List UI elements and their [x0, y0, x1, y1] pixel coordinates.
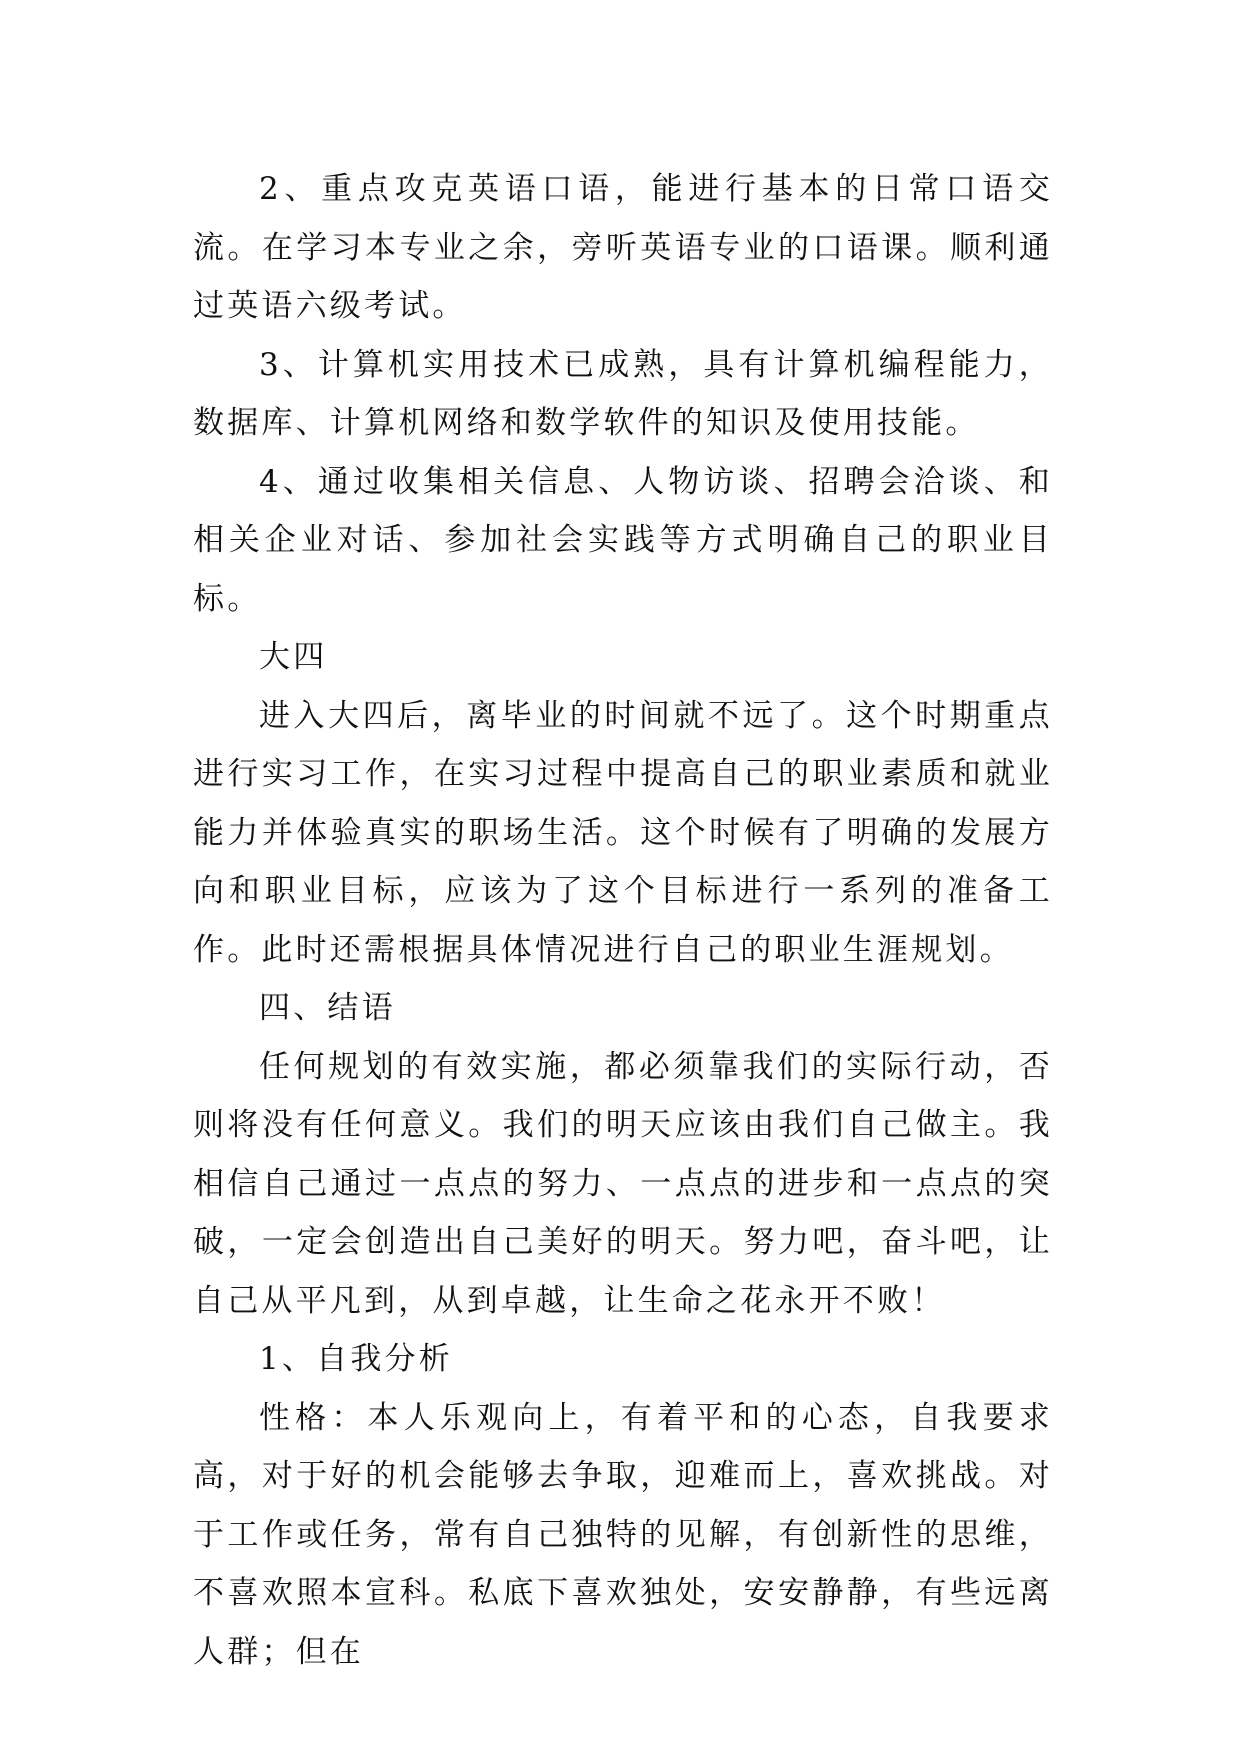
paragraph-career-goal: 4、通过收集相关信息、人物访谈、招聘会洽谈、和相关企业对话、参加社会实践等方式明确自己的职业目标。 [193, 463, 1053, 617]
paragraph-senior-year: 进入大四后，离毕业的时间就不远了。这个时期重点进行实习工作，在实习过程中提高自己的职业素质和就业能力并体验真实的职场生活。这个时候有了明确的发展方向和职业目标，应该为了这个目标进行一系列的准备工作。此时还需根据具体情况进行自己的职业生涯规划。 [193, 697, 1053, 968]
paragraph-computer-skills: 3、计算机实用技术已成熟，具有计算机编程能力，数据库、计算机网络和数学软件的知识及使用技能。 [193, 346, 1053, 441]
paragraph-conclusion: 任何规划的有效实施，都必须靠我们的实际行动，否则将没有任何意义。我们的明天应该由我们自己做主。我相信自己通过一点点的努力、一点点的进步和一点点的突破，一定会创造出自己美好的明天。努力吧，奋斗吧，让自己从平凡到，从到卓越，让生命之花永开不败！ [193, 1048, 1053, 1319]
heading-self-analysis: 1、自我分析 [259, 1341, 453, 1377]
heading-senior-year: 大四 [259, 639, 328, 675]
paragraph-english-speaking: 2、重点攻克英语口语，能进行基本的日常口语交流。在学习本专业之余，旁听英语专业的口语课。顺利通过英语六级考试。 [193, 171, 1053, 324]
document-body [193, 160, 1053, 1681]
heading-conclusion: 四、结语 [259, 990, 396, 1026]
paragraph-personality: 性格：本人乐观向上，有着平和的心态，自我要求高，对于好的机会能够去争取，迎难而上，喜欢挑战。对于工作或任务，常有自己独特的见解，有创新性的思维，不喜欢照本宣科。私底下喜欢独处，安安静静，有些远离人群；但在 [193, 1399, 1053, 1670]
